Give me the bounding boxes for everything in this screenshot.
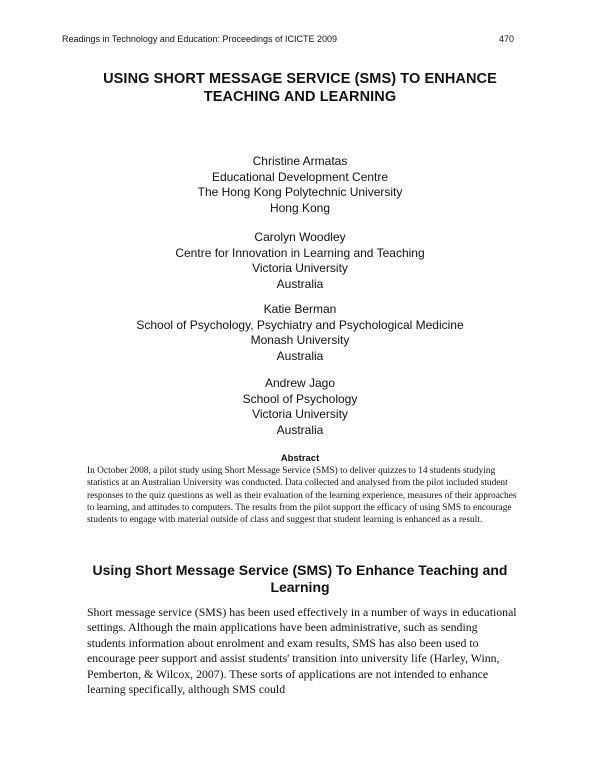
body-paragraph: Short message service (SMS) has been used effectively in a number of ways in educational settings. Although the main applications have been administrative, such as sending students information about enrolment and exam results, SMS has also been used to encourage peer support and assist students' transition into university life (Harley, Winn, Pemberton, & Wilcox, 2007). These sorts of applications are not intended to enhance learning specifically, although SMS could	[87, 605, 517, 697]
section-heading-line-1: Using Short Message Service (SMS) To Enhance Teaching and	[92, 562, 508, 578]
author-country: Australia	[276, 348, 324, 363]
author-name: Christine Armatas	[252, 154, 348, 168]
running-header	[62, 34, 514, 44]
author-affiliation: Centre for Innovation in Learning and Teaching	[175, 245, 425, 260]
author-affiliation: School of Psychology, Psychiatry and Psychological Medicine	[136, 317, 464, 332]
author-institution: Monash University	[250, 333, 350, 347]
author-affiliation: School of Psychology	[242, 391, 358, 406]
running-title: Readings in Technology and Education: Proceedings of ICICTE 2009	[62, 34, 338, 44]
section-heading-line-2: Learning	[270, 579, 330, 595]
paper-title	[62, 70, 538, 106]
author-name: Katie Berman	[263, 302, 337, 316]
author-country: Hong Kong	[269, 200, 331, 215]
author-block-4	[62, 376, 538, 438]
author-name: Andrew Jago	[264, 376, 336, 390]
abstract-text: In October 2008, a pilot study using Short Message Service (SMS) to deliver quizzes to 14 students studying statistics at an Australian University was conducted. Data collected and analysed from the pilot included student responses to the quiz questions as well as their evaluation of the learning experience, measures of their approaches to learning, and attitudes to computers. The results from the pilot support the efficacy of using SMS to encourage students to engage with material outside of class and suggest that student learning is enhanced as a result.	[87, 466, 517, 526]
paper-title-line-2: TEACHING AND LEARNING	[203, 89, 397, 105]
author-country: Australia	[276, 422, 324, 437]
author-affiliation: Educational Development Centre	[211, 169, 389, 184]
abstract-heading: Abstract	[280, 453, 320, 464]
author-block-3	[62, 302, 538, 364]
author-institution: Victoria University	[252, 261, 348, 275]
section-heading	[62, 562, 538, 596]
page-number: 470	[498, 34, 514, 44]
author-institution: Victoria University	[252, 407, 348, 421]
author-block-2	[62, 230, 538, 292]
author-block-1	[62, 154, 538, 216]
author-name: Carolyn Woodley	[254, 230, 346, 244]
author-country: Australia	[276, 276, 324, 291]
author-institution: The Hong Kong Polytechnic University	[197, 185, 403, 199]
paper-title-line-1: USING SHORT MESSAGE SERVICE (SMS) TO ENHANCE	[103, 71, 497, 87]
